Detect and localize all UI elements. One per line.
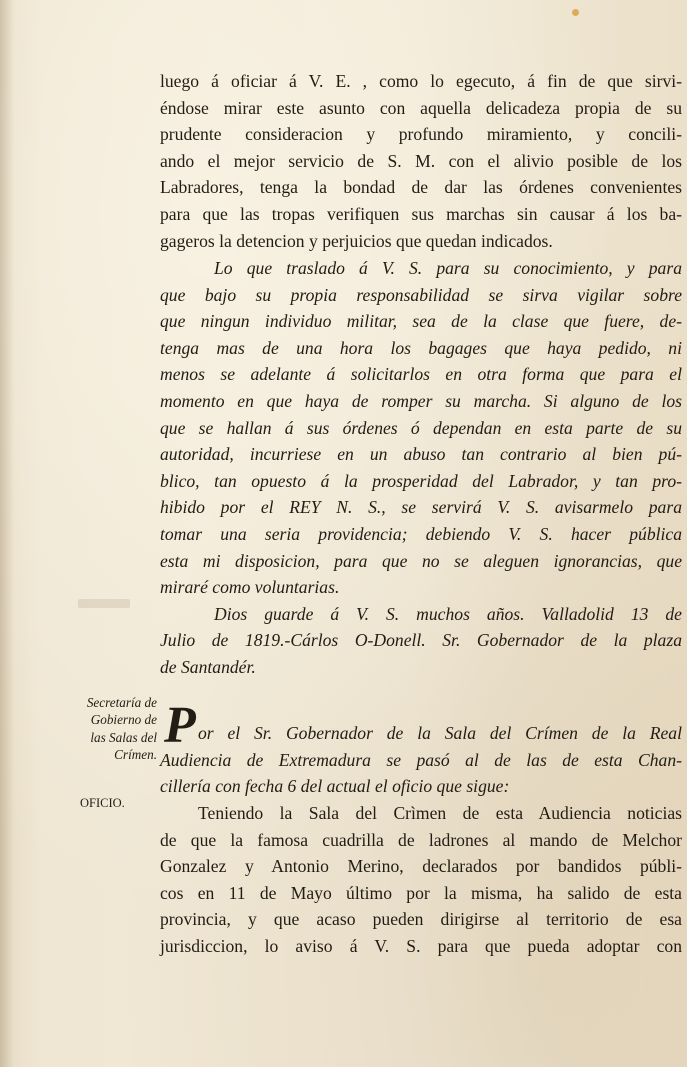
text-line: para que las tropas verifiquen sus marchas sin causar á los ba- — [160, 203, 682, 224]
text-line: blico, tan opuesto á la prosperidad del Labrador, y tan pro- — [160, 470, 682, 491]
margin-note-line: Gobierno de — [90, 712, 157, 728]
text-line: provincia, y que acaso pueden dirigirse al territorio de esa — [160, 909, 682, 930]
text-line: Labradores, tenga la bondad de dar las órdenes convenientes — [160, 177, 682, 198]
margin-note-line: Secretaría de — [86, 695, 157, 710]
text-line: momento en que haya de romper su marcha. Si alguno de los — [160, 390, 682, 411]
text-line: que bajo su propia responsabilidad se sirva vigilar sobre — [160, 284, 682, 305]
text-line: Lo que traslado á V. S. para su conocimiento, y para — [214, 258, 682, 278]
margin-note-secretaria — [44, 694, 157, 764]
text-line: hibido por el REY N. S., se servirá V. S. avisarmelo para — [160, 497, 682, 518]
text-line: de que la famosa cuadrilla de ladrones al mando de Melchor — [160, 829, 682, 850]
text-line: miraré como voluntarias. — [160, 577, 340, 598]
margin-note-line: Crímen. — [114, 747, 157, 763]
text-line: autoridad, incurriese en un abuso tan contrario al bien pú- — [160, 444, 682, 465]
text-line: menos se adelante á solicitarlos en otra forma que para el — [160, 364, 682, 385]
text-line: Gonzalez y Antonio Merino, declarados por bandidos públi- — [160, 856, 682, 877]
signature-line: Julio de 1819.-Cárlos O-Donell. Sr. Gobernador de la plaza — [160, 630, 682, 651]
margin-note-line: las Salas del — [90, 729, 157, 745]
paragraph-audiencia-notice — [160, 800, 682, 960]
text-line: que se hallan á sus órdenes ó dependan en esta parte de su — [160, 417, 682, 438]
text-line: que ningun individuo militar, sea de la clase que fuere, de- — [160, 311, 682, 332]
signature-line: de Santandér. — [160, 656, 256, 677]
text-line: tenga mas de una hora los bagages que haya pedido, ni — [160, 337, 682, 358]
paragraph-announcement — [160, 720, 682, 800]
paragraph-transmittal — [160, 255, 682, 681]
paragraph-letter-continuation — [160, 68, 682, 254]
text-line: éndose mirar este asunto con aquella delicadeza propia de su — [160, 97, 682, 118]
text-line: or el Sr. Gobernador de la Sala del Crímen de la Real — [198, 723, 682, 743]
text-line: jurisdiccion, lo aviso á V. S. para que pueda adoptar con — [160, 935, 682, 956]
text-line: cos en 11 de Mayo último por la misma, ha salido de esta — [160, 882, 682, 903]
text-line: gageros la detencion y perjuicios que quedan indicados. — [160, 230, 553, 251]
ink-spot — [572, 9, 579, 16]
text-line: prudente consideracion y profundo miramiento, y concili- — [160, 124, 682, 145]
bleed-through-mark — [78, 599, 130, 608]
text-line: ando el mejor servicio de S. M. con el alivio posible de los — [160, 150, 682, 171]
text-line: cillería con fecha 6 del actual el oficio que sigue: — [160, 776, 510, 797]
page-edge-shadow — [0, 0, 14, 1067]
text-line: Audiencia de Extremadura se pasó al de las de esta Chan- — [160, 749, 682, 770]
text-line: esta mi disposicion, para que no se aleguen ignorancias, que — [160, 550, 682, 571]
signature-line: Dios guarde á V. S. muchos años. Valladolid 13 de — [214, 603, 682, 624]
drop-cap: P — [164, 697, 196, 754]
text-line: tomar una seria providencia; debiendo V. S. hacer pública — [160, 523, 682, 544]
text-line: luego á oficiar á V. E. , como lo egecuto, á fin de que sirvi- — [160, 71, 682, 91]
text-line: Teniendo la Sala del Crìmen de esta Audiencia noticias — [198, 803, 682, 823]
margin-note-oficio: OFICIO. — [80, 796, 125, 810]
